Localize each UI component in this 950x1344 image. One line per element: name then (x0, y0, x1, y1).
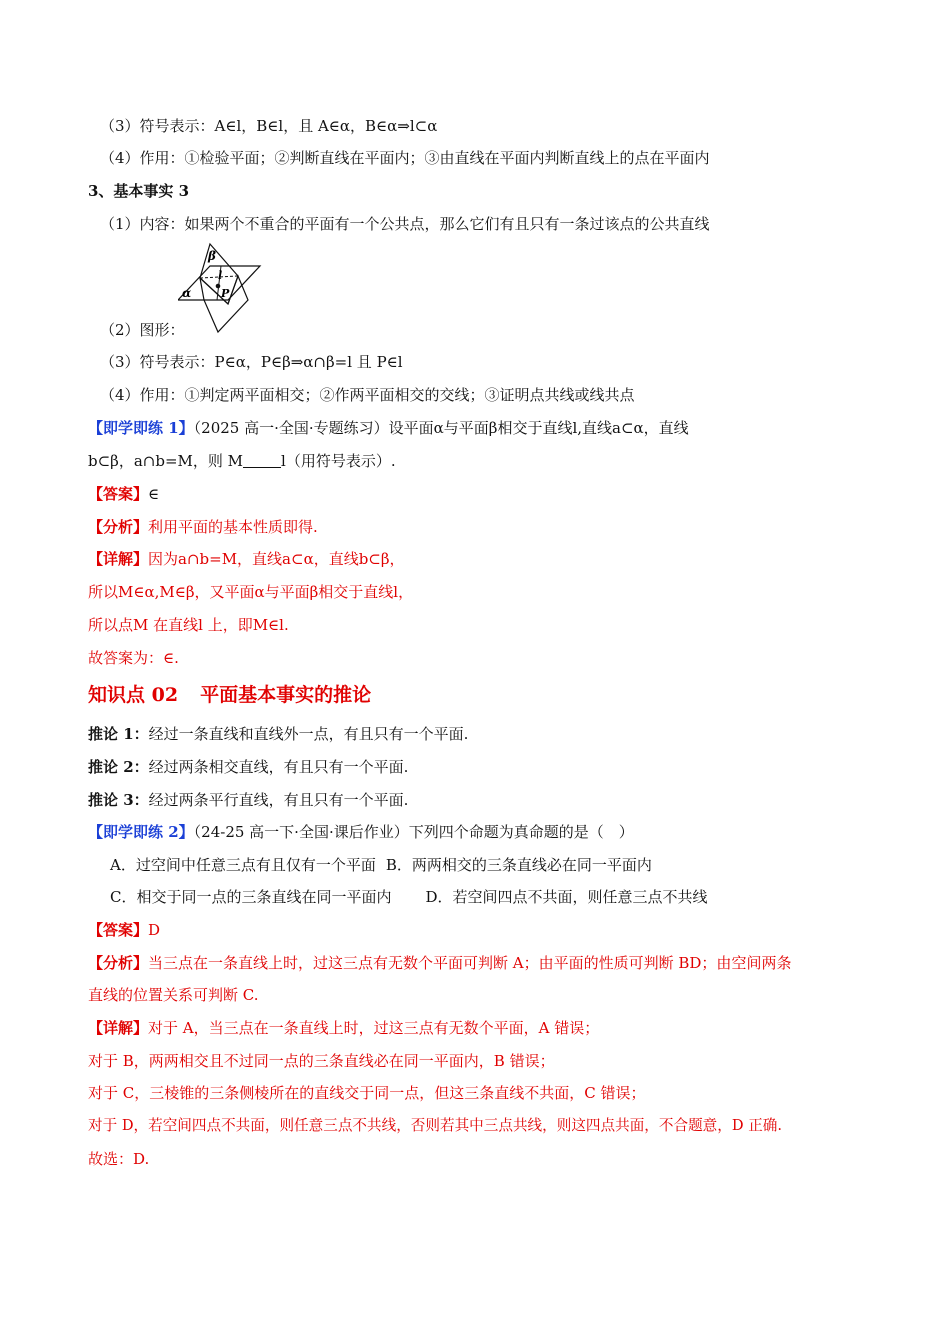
symbol-line-2: （3）符号表示：A∈l，B∈l，且 A∈α，B∈α⇒l⊂α (100, 117, 438, 135)
exercise1-detail-3: 所以点M 在直线l 上，即M∈l. (88, 616, 289, 634)
corollary-1-text: 经过一条直线和直线外一点，有且只有一个平面. (148, 725, 469, 743)
knowledge-point-heading (88, 680, 371, 707)
exercise2-detail-4: 对于 D，若空间四点不共面，则任意三点不共线，否则若其中三点共线，则这四点共面，不合题意，D 正确. (88, 1117, 783, 1134)
exercise1-detail-4: 故答案为：∈. (88, 649, 179, 667)
exercise1-answer (88, 484, 159, 504)
corollary-2-text: 经过两条相交直线，有且只有一个平面. (148, 758, 409, 776)
label-beta: β (208, 249, 216, 263)
exercise1-q2a: b⊂β，a∩b=M，则 M (88, 452, 244, 470)
plane-beta-lower (200, 276, 248, 332)
option-b: B．两两相交的三条直线必在同一平面内 (385, 856, 652, 874)
corollary-3-tag: 推论 3： (88, 791, 149, 809)
label-alpha: α (182, 286, 192, 300)
use-line-2: （4）作用：①检验平面；②判断直线在平面内；③由直线在平面内判断直线上的点在平面内 (100, 149, 710, 167)
exercise2-detail-1 (88, 1018, 599, 1038)
fact3-content: （1）内容：如果两个不重合的平面有一个公共点，那么它们有且只有一条过该点的公共直线 (100, 215, 710, 233)
option-d: D．若空间四点不共面，则任意三点不共线 (425, 888, 708, 906)
exercise2-options-ab (110, 855, 652, 875)
corollary-1 (88, 724, 468, 744)
exercise2-source: （24-25 高一下·全国·课后作业） (193, 823, 409, 841)
exercise1-detail-2: 所以M∈α,M∈β，又平面α与平面β相交于直线l， (88, 583, 414, 601)
corollary-3-text: 经过两条平行直线，有且只有一个平面. (148, 791, 409, 809)
exercise1-q2b: l（用符号表示）. (281, 452, 396, 470)
exercise1-blank (243, 453, 281, 468)
exercise1-source: （2025 高一·全国·专题练习） (193, 419, 389, 437)
analysis2-text-1: 当三点在一条直线上时，过这三点有无数个平面可判断 A；由平面的性质可判断 BD；由空间两条 (148, 954, 792, 972)
exercise2-detail-5: 故选：D. (88, 1150, 150, 1168)
exercise2-q: 下列四个命题为真命题的是（ ） (408, 823, 634, 841)
answer2-tag: 【答案】 (88, 921, 149, 939)
fact3-symbol: （3）符号表示：P∈α，P∈β⇒α∩β=l 且 P∈l (100, 353, 403, 371)
answer-value: ∈ (148, 485, 160, 503)
analysis2-tag: 【分析】 (88, 954, 149, 972)
corollary-3 (88, 790, 408, 810)
intersecting-planes-figure (178, 242, 268, 334)
analysis-text: 利用平面的基本性质即得. (148, 518, 318, 536)
exercise2-detail-3: 对于 C，三棱锥的三条侧棱所在的直线交于同一点，但这三条直线不共面，C 错误； (88, 1084, 646, 1102)
exercise1-detail-1 (88, 549, 405, 569)
heading-number: 知识点 02 (88, 684, 179, 706)
exercise2-analysis-1 (88, 953, 791, 973)
figure-label: （2）图形： (100, 321, 185, 339)
label-l: l (218, 269, 223, 282)
exercise1-question-2 (88, 451, 396, 471)
exercise2-options-cd (110, 887, 708, 907)
option-a: A．过空间中任意三点有且仅有一个平面 (110, 856, 376, 874)
exercise1-q1: 设平面α与平面β相交于直线l,直线a⊂α，直线 (388, 419, 689, 437)
detail2-tag: 【详解】 (88, 1019, 149, 1037)
detail2-text-1: 对于 A，当三点在一条直线上时，过这三点有无数个平面，A 错误； (148, 1019, 600, 1037)
exercise2-answer (88, 920, 160, 940)
detail-text-1: 因为a∩b=M，直线a⊂α，直线b⊂β， (148, 550, 405, 568)
exercise2-analysis-2: 直线的位置关系可判断 C. (88, 986, 259, 1004)
exercise1-question (88, 418, 689, 438)
heading-title: 平面基本事实的推论 (200, 684, 372, 706)
corollary-1-tag: 推论 1： (88, 725, 149, 743)
exercise2-tag: 【即学即练 2】 (88, 823, 194, 841)
option-c: C．相交于同一点的三条直线在同一平面内 (110, 888, 392, 906)
exercise1-tag: 【即学即练 1】 (88, 419, 194, 437)
detail-tag: 【详解】 (88, 550, 149, 568)
corollary-2 (88, 757, 408, 777)
corollary-2-tag: 推论 2： (88, 758, 149, 776)
point-p (216, 284, 221, 289)
answer2-value: D (148, 921, 161, 939)
analysis-tag: 【分析】 (88, 518, 149, 536)
exercise1-analysis (88, 517, 318, 537)
fact3-use: （4）作用：①判定两平面相交；②作两平面相交的交线；③证明点共线或线共点 (100, 386, 635, 404)
exercise2-detail-2: 对于 B，两两相交且不过同一点的三条直线必在同一平面内，B 错误； (88, 1052, 555, 1070)
exercise2-question (88, 822, 634, 842)
fact3-title: 3、基本事实 3 (88, 182, 190, 200)
label-p: P (221, 287, 230, 300)
answer-tag: 【答案】 (88, 485, 149, 503)
